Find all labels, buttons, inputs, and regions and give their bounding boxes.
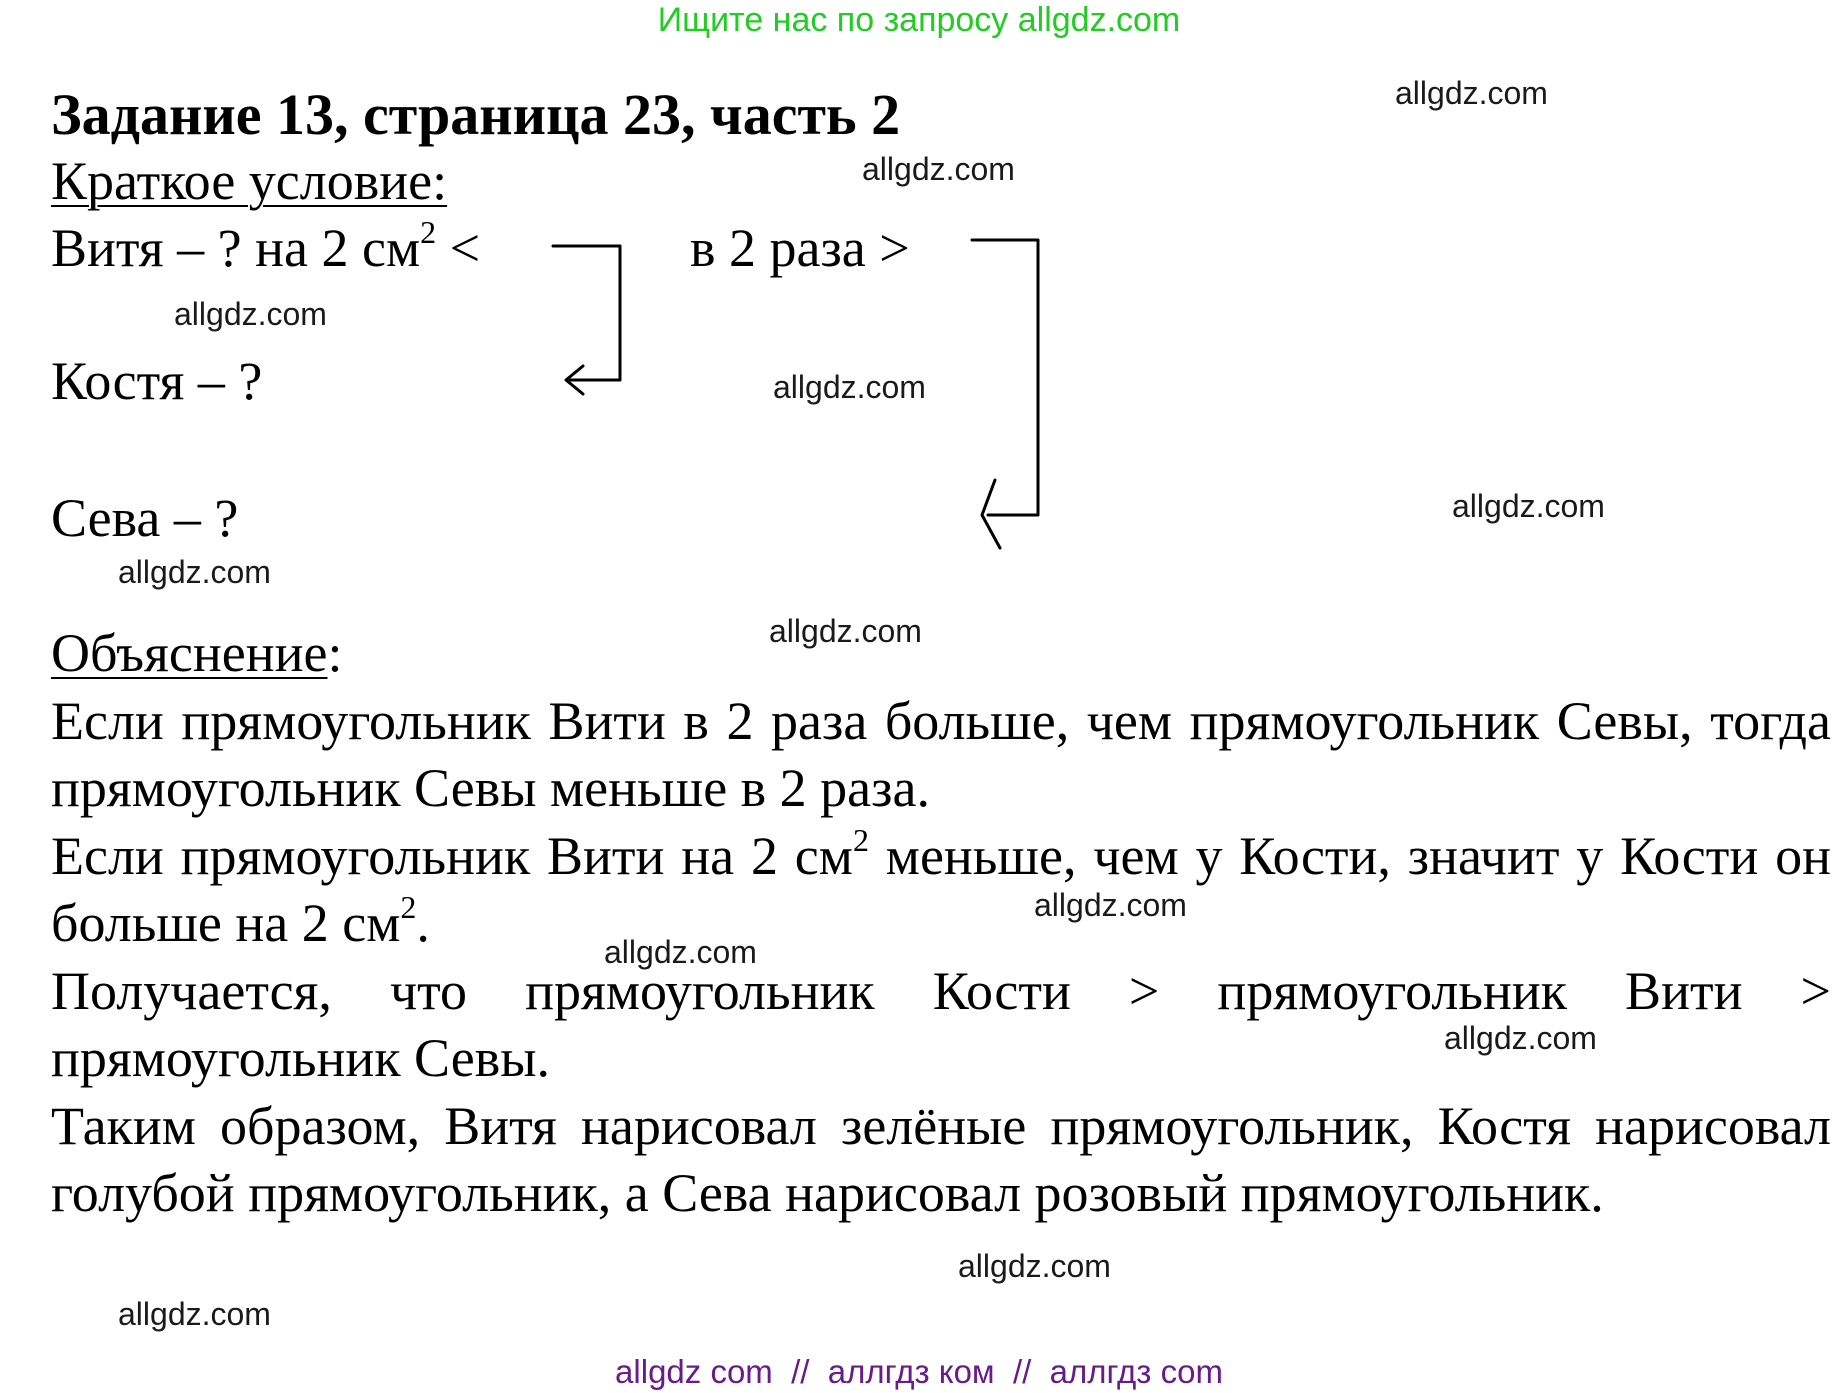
p2-part-b: меньше, чем у Кости, значит у Кости он больше на 2 см bbox=[51, 826, 1831, 953]
p2-sup-2: 2 bbox=[400, 889, 417, 925]
explanation-paragraph-4: Таким образом, Витя нарисовал зелёные прямоугольник, Костя нарисовал голубой прямоугольник, а Сева нарисовал розовый прямоугольник. bbox=[51, 1096, 1831, 1223]
vitya-sup: 2 bbox=[420, 214, 437, 250]
ratio-label: в 2 раза > bbox=[690, 218, 910, 278]
explanation-heading-text: Объяснение bbox=[51, 623, 328, 683]
explanation-paragraph-3: Получается, что прямоугольник Кости > прямоугольник Вити > прямоугольник Севы. bbox=[51, 961, 1831, 1088]
explanation-paragraph-2 bbox=[51, 823, 1831, 957]
watermark: allgdz.com bbox=[1444, 1020, 1597, 1056]
task-title: Задание 13, страница 23, часть 2 bbox=[51, 82, 901, 147]
watermark: allgdz.com bbox=[118, 1296, 271, 1332]
arrow-vitya-to-kostya bbox=[553, 246, 620, 380]
p2-part-a: Если прямоугольник Вити на 2 см bbox=[51, 826, 853, 886]
arrow-vitya-to-seva bbox=[972, 240, 1038, 515]
condition-row-kostya: Костя – ? bbox=[51, 351, 263, 411]
condition-heading-text: Краткое условие: bbox=[51, 151, 448, 211]
p2-part-c: . bbox=[416, 893, 430, 953]
top-banner[interactable]: Ищите нас по запросу allgdz.com bbox=[657, 1, 1181, 39]
watermark: allgdz.com bbox=[958, 1248, 1111, 1284]
footer-links[interactable]: allgdz com // аллгдз ком // аллгдз com bbox=[615, 1353, 1223, 1390]
vitya-sign: < bbox=[436, 218, 481, 278]
watermark: allgdz.com bbox=[604, 934, 757, 970]
watermark: allgdz.com bbox=[773, 369, 926, 405]
vitya-text: Витя – ? на 2 см bbox=[51, 218, 421, 278]
watermark: allgdz.com bbox=[118, 554, 271, 590]
p2-sup-1: 2 bbox=[852, 822, 869, 858]
watermark: allgdz.com bbox=[1034, 887, 1187, 923]
watermark: allgdz.com bbox=[1395, 75, 1548, 111]
watermark: allgdz.com bbox=[1452, 488, 1605, 524]
explanation-heading-colon: : bbox=[327, 623, 343, 683]
condition-row-seva: Сева – ? bbox=[51, 488, 239, 548]
explanation-heading bbox=[51, 622, 343, 684]
explanation-paragraph-1: Если прямоугольник Вити в 2 раза больше, чем прямоугольник Севы, тогда прямоугольник Севы меньше в 2 раза. bbox=[51, 691, 1831, 818]
watermark: allgdz.com bbox=[862, 151, 1015, 187]
watermark: allgdz.com bbox=[174, 296, 327, 332]
watermark: allgdz.com bbox=[769, 613, 922, 649]
